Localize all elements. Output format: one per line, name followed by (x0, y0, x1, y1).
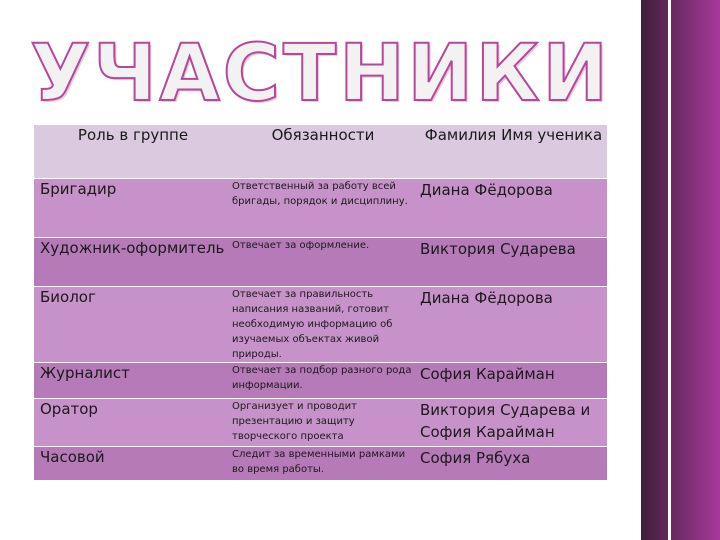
table-row (34, 287, 607, 363)
cell-role: Оратор (34, 399, 226, 447)
cell-name: Виктория Сударева и София Карайман (414, 399, 607, 447)
cell-duty: Следит за временными рамками во время работы. (226, 447, 414, 481)
cell-name: Виктория Сударева (414, 238, 607, 287)
decorative-side-line (668, 0, 671, 540)
cell-role: Часовой (34, 447, 226, 481)
slide-title: УЧАСТНИКИ (30, 29, 611, 119)
cell-duty: Отвечает за оформление. (226, 238, 414, 287)
cell-duty: Ответственный за работу всей бригады, порядок и дисциплину. (226, 179, 414, 238)
table-row (34, 399, 607, 447)
participants-table (34, 125, 607, 481)
cell-duty: Организует и проводит презентацию и защиту творческого проекта (226, 399, 414, 447)
cell-role: Художник-оформитель (34, 238, 226, 287)
table-header-row (34, 125, 607, 179)
decorative-side-band (641, 0, 720, 540)
table-row (34, 238, 607, 287)
cell-role: Биолог (34, 287, 226, 363)
table-row (34, 363, 607, 399)
header-name: Фамилия Имя ученика (414, 125, 607, 179)
cell-role: Бригадир (34, 179, 226, 238)
header-duty: Обязанности (226, 125, 414, 179)
header-role: Роль в группе (34, 125, 226, 179)
cell-name: Диана Фёдорова (414, 287, 607, 363)
table-row (34, 447, 607, 481)
cell-role: Журналист (34, 363, 226, 399)
cell-name: София Рябуха (414, 447, 607, 481)
cell-name: София Карайман (414, 363, 607, 399)
cell-duty: Отвечает за правильность написания названий, готовит необходимую информацию об изучаемых объектах живой природы. (226, 287, 414, 363)
cell-duty: Отвечает за подбор разного рода информации. (226, 363, 414, 399)
table-row (34, 179, 607, 238)
cell-name: Диана Фёдорова (414, 179, 607, 238)
